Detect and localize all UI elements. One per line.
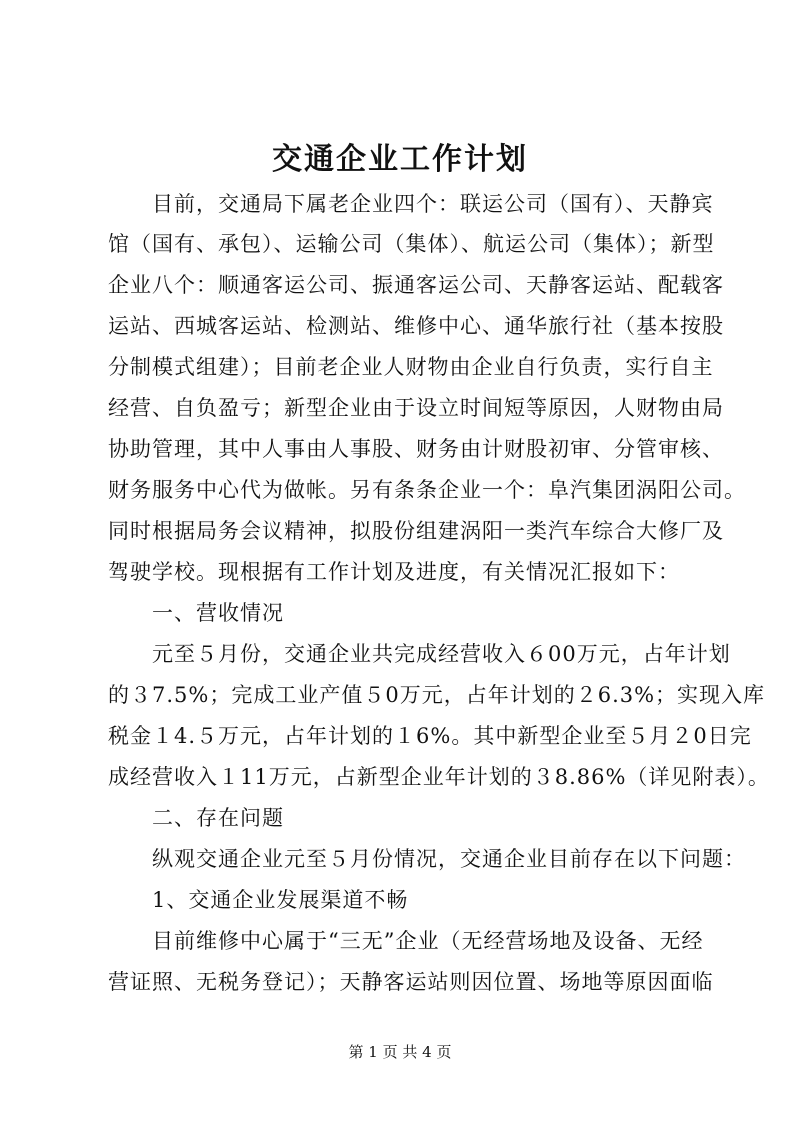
paragraph-line: 分制模式组建）；目前老企业人财物由企业自行负责，实行自主 [108,355,714,379]
paragraph-line: 经营、自负盈亏；新型企业由于设立时间短等原因，人财物由局 [108,396,724,420]
paragraph-line: 的３7.5%；完成工业产值５0万元，占年计划的２6.3%；实现入库 [108,683,766,707]
paragraph-line: 同时根据局务会议精神，拟股份组建涡阳一类汽车综合大修厂及 [108,519,724,543]
paragraph-line: 馆（国有、承包）、运输公司（集体）、航运公司（集体）；新型 [108,232,715,256]
paragraph-line: 运站、西城客运站、检测站、维修中心、通华旅行社（基本按股 [108,314,724,338]
paragraph-line: 企业八个：顺通客运公司、振通客运公司、天静客运站、配载客 [108,273,724,297]
paragraph-line: 财务服务中心代为做帐。另有条条企业一个：阜汽集团涡阳公司。 [108,478,746,502]
document-title: 交通企业工作计划 [272,142,528,177]
section-heading: 二、存在问题 [152,806,284,830]
paragraph-line: 协助管理，其中人事由人事股、财务由计财股初审、分管审核、 [108,437,724,461]
paragraph-line: 驾驶学校。现根据有工作计划及进度，有关情况汇报如下： [108,560,680,584]
page-footer: 第 1 页 共 4 页 [348,1043,452,1061]
paragraph-line: 税金１4.５万元，占年计划的１6%。其中新型企业至５月２0日完 [108,724,752,748]
subsection-heading: 1、交通企业发展渠道不畅 [152,888,409,912]
paragraph-line: 目前维修中心属于“三无”企业（无经营场地及设备、无经 [152,929,704,953]
paragraph-line: 纵观交通企业元至５月份情况，交通企业目前存在以下问题： [152,847,746,871]
paragraph-line: 成经营收入１11万元，占新型企业年计划的３8.86%（详见附表）。 [108,765,770,789]
paragraph-line: 目前，交通局下属老企业四个：联运公司（国有）、天静宾 [152,192,714,216]
section-heading: 一、营收情况 [152,601,284,625]
paragraph-line: 营证照、无税务登记）；天静客运站则因位置、场地等原因面临 [108,970,714,994]
paragraph-line: 元至５月份，交通企业共完成经营收入６00万元，占年计划 [152,642,731,666]
